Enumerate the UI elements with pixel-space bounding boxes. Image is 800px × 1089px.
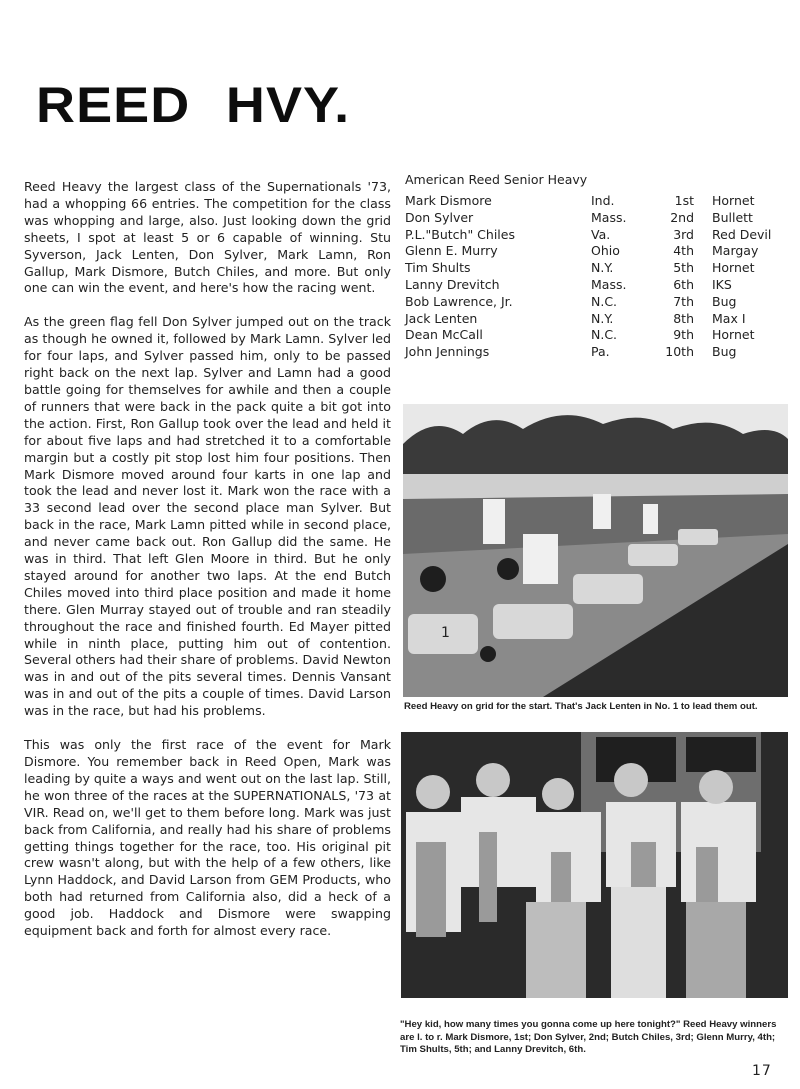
driver-name: Lanny Drevitch	[405, 276, 500, 292]
results-rows	[405, 193, 785, 361]
finish-place: 10th	[665, 344, 694, 360]
result-row	[405, 327, 785, 344]
kart-make: Bullett	[712, 209, 753, 225]
winners-photo-illustration	[401, 732, 788, 998]
driver-name: Dean McCall	[405, 327, 483, 343]
grid-start-photo	[403, 404, 788, 697]
kart-make: Hornet	[712, 193, 755, 208]
results-table	[405, 172, 785, 361]
finish-place: 1st	[674, 193, 694, 208]
kart-make: Max I	[712, 310, 746, 326]
finish-place: 8th	[673, 310, 694, 326]
article-paragraph: This was only the first race of the event for Mark Dismore. You remember back in Reed Open, Mark was leading by quite a ways and went out on the last lap. Still, he won three of the races at the SUPERNATIONALS, '73 at VIR. Read on, we'll get to them before long. Mark was just back from California, and really had his share of problems getting things together for the race, too. His original pit crew wasn't along, but with the help of a few others, like Lynn Haddock, and David Larson from GEM Products, who both had returned from California also, did a heck of a good job. Haddock and Dismore were swapping equipment back and forth for almost every race.	[24, 737, 391, 939]
results-title: American Reed Senior Heavy	[405, 172, 588, 187]
driver-state: N.Y.	[591, 260, 614, 276]
finish-place: 2nd	[670, 209, 694, 225]
driver-name: John Jennings	[405, 344, 490, 360]
driver-name: Tim Shults	[405, 260, 471, 276]
photo-caption: Reed Heavy on grid for the start. That's Jack Lenten in No. 1 to lead them out.	[404, 701, 758, 712]
kart-make: IKS	[712, 276, 732, 292]
article-title: REED HVY.	[36, 77, 351, 133]
grid-photo-illustration	[403, 404, 788, 697]
driver-state: Mass.	[591, 209, 627, 225]
driver-name: Bob Lawrence, Jr.	[405, 293, 513, 309]
result-row	[405, 227, 785, 244]
article-paragraph: Reed Heavy the largest class of the Supernationals '73, had a whopping 66 entries. The competition for the class was whopping and large, also. Just looking down the grid sheets, I spot at least 5 or 6 capable of winning. Stu Syverson, Jack Lenten, Don Sylver, Mark Lamn, Ron Gallup, Mark Dismore, Butch Chiles, and more. But only one can win the event, and here's how the racing went.	[24, 179, 391, 296]
driver-name: Jack Lenten	[405, 310, 478, 326]
finish-place: 6th	[673, 276, 694, 292]
result-row	[405, 294, 785, 311]
driver-name: Glenn E. Murry	[405, 243, 498, 259]
finish-place: 5th	[673, 260, 694, 276]
result-row	[405, 210, 785, 227]
kart-make: Bug	[712, 344, 737, 360]
driver-name: P.L."Butch" Chiles	[405, 226, 515, 242]
driver-name: Don Sylver	[405, 209, 474, 225]
driver-state: N.C.	[591, 327, 618, 343]
finish-place: 3rd	[673, 226, 694, 242]
finish-place: 9th	[673, 327, 694, 343]
kart-make: Bug	[712, 293, 737, 309]
result-row	[405, 311, 785, 328]
result-row	[405, 260, 785, 277]
result-row	[405, 243, 785, 260]
driver-state: N.C.	[591, 293, 618, 309]
driver-state: Pa.	[591, 344, 610, 360]
page-number: 17	[752, 1063, 772, 1079]
svg-text:1: 1	[441, 625, 450, 641]
result-row	[405, 193, 785, 210]
finish-place: 4th	[673, 243, 694, 259]
winners-photo	[401, 732, 788, 998]
article-body	[24, 179, 391, 957]
result-row	[405, 277, 785, 294]
finish-place: 7th	[673, 293, 694, 309]
article-paragraph: As the green flag fell Don Sylver jumped out on the track as though he owned it, followed by Mark Lamn. Sylver led for four laps, and Sylver passed him, only to be passed right back on the next lap. Sylver and Lamn had a good battle going for themselves for awhile and then a couple of runners that were back in the pack quite a bit got into the action. First, Ron Gallup took over the lead and held it for about five laps and had stretched it to a comfortable margin but a costly pit stop lost him four positions. Then Mark Dismore moved around four karts in one lap and took the lead and never lost it. Mark won the race with a 33 second lead over the second place man Sylver. But back in the race, Mark Lamn pitted while in second place, and never came back out. Ron Gallup did the same. He was in third. That left Glen Moore in third. But he only stayed around for another two laps. At the end Butch Chiles moved into third place position and made it home there. Glen Murray stayed out of trouble and ran steadily throughout the race and finished fourth. Ed Mayer pitted while in ninth place, putting him out of contention. Several others had their share of problems. David Newton was in and out of the pits several times. Dennis Vansant was in and out of the pits a couple of times. David Larson was in the race, but had his problems.	[24, 314, 391, 719]
kart-make: Margay	[712, 243, 759, 259]
driver-state: N.Y.	[591, 310, 614, 326]
driver-state: Ohio	[591, 243, 620, 259]
kart-make: Hornet	[712, 327, 755, 343]
driver-name: Mark Dismore	[405, 193, 492, 208]
driver-state: Ind.	[591, 193, 615, 208]
kart-make: Hornet	[712, 260, 755, 276]
driver-state: Mass.	[591, 276, 627, 292]
result-row	[405, 344, 785, 361]
kart-make: Red Devil	[712, 226, 772, 242]
photo-caption: "Hey kid, how many times you gonna come up here tonight?" Reed Heavy winners are l. to r. Mark Dismore, 1st; Don Sylver, 2nd; Butch Chiles, 3rd; Glenn Murry, 4th; Tim Shults, 5th; and Lanny Drevitch, 6th.	[400, 1019, 777, 1055]
driver-state: Va.	[591, 226, 611, 242]
